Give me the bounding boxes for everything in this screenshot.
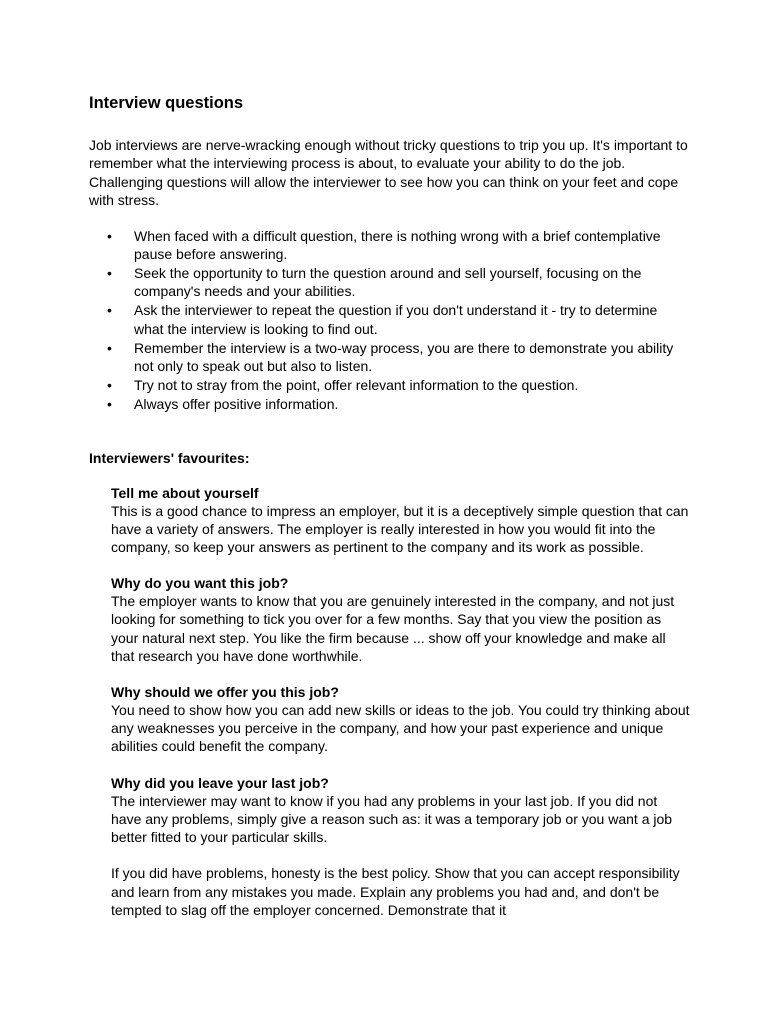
- page-title: Interview questions: [89, 94, 244, 112]
- bullet-icon: •: [107, 396, 112, 413]
- list-item: [89, 264, 689, 301]
- list-item: [89, 339, 689, 376]
- list-item: [89, 301, 689, 338]
- document-page: [89, 92, 689, 937]
- question-title: Why should we offer you this job?: [111, 684, 339, 701]
- list-item-text: Ask the interviewer to repeat the question if you don't understand it - try to determine what the interview is looking to find out.: [134, 302, 658, 337]
- favourites-list: [111, 484, 691, 919]
- list-item: [89, 376, 689, 394]
- question-title: Tell me about yourself: [111, 484, 259, 501]
- list-item-text: Seek the opportunity to turn the question around and sell yourself, focusing on the company's needs and your abilities.: [134, 265, 642, 300]
- question-block: [111, 574, 691, 665]
- question-title: Why do you want this job?: [111, 575, 289, 592]
- bullet-icon: •: [107, 227, 112, 244]
- question-block: [111, 683, 691, 756]
- bullet-icon: •: [107, 302, 112, 319]
- bullet-icon: •: [107, 339, 112, 356]
- favourites-heading: Interviewers' favourites:: [89, 449, 250, 466]
- list-item: [89, 395, 689, 413]
- bullet-icon: •: [107, 265, 112, 282]
- list-item-text: Remember the interview is a two-way process, you are there to demonstrate you ability not only to speak out but also to listen.: [134, 339, 674, 375]
- list-item-text: When faced with a difficult question, there is nothing wrong with a brief contemplative pause before answering.: [134, 227, 661, 263]
- list-item-text: Try not to stray from the point, offer relevant information to the question.: [134, 377, 579, 394]
- question-block: [111, 774, 691, 919]
- question-answer: You need to show how you can add new skills or ideas to the job. You could try thinking about any weaknesses you perceive in the company, and how your past experience and unique abilities could benefit the company.: [111, 702, 690, 755]
- question-answer-continued: If you did have problems, honesty is the best policy. Show that you can accept responsibility and learn from any mistakes you made. Explain any problems you had and, and don't be tempted to slag off the employer concerned. Demonstrate that it: [111, 865, 680, 918]
- question-answer: This is a good chance to impress an employer, but it is a deceptively simple question that can have a variety of answers. The employer is really interested in how you would fit into the company, so keep your answers as pertinent to the company and its work as possible.: [111, 502, 689, 556]
- question-title: Why did you leave your last job?: [111, 774, 329, 791]
- question-answer: The interviewer may want to know if you had any problems in your last job. If you did not have any problems, simply give a reason such as: it was a temporary job or you want a job better fitted to your particular skills.: [111, 792, 673, 846]
- question-answer: The employer wants to know that you are genuinely interested in the company, and not just looking for something to tick you over for a few months. Say that you view the position as your natural next step. You like the firm because ... show off your knowledge and make all that research you have done worthwhile.: [111, 593, 675, 664]
- bullet-icon: •: [107, 377, 112, 394]
- tips-list: [89, 227, 689, 414]
- list-item: [89, 227, 689, 264]
- intro-paragraph: Job interviews are nerve-wracking enough without tricky questions to trip you up. It's important to remember what the interviewing process is about, to evaluate your ability to do the job. Challenging questions will allow the interviewer to see how you can think on your feet and cope with stress.: [89, 137, 688, 209]
- list-item-text: Always offer positive information.: [134, 396, 339, 413]
- question-block: [111, 484, 691, 557]
